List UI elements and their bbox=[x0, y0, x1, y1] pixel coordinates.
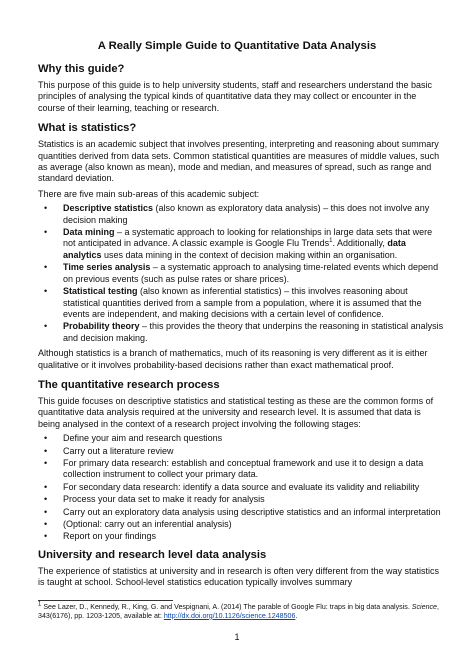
document-title: A Really Simple Guide to Quantitative Data Analysis bbox=[97, 40, 377, 52]
bullet-icon: • bbox=[44, 457, 48, 468]
bullet-icon: • bbox=[44, 506, 48, 517]
list-item-text: – a systematic approach to looking for relationships in large data sets that were not anticipated in advance. A classic example is Google Flu Trends bbox=[63, 227, 433, 249]
list-item bbox=[38, 203, 444, 226]
term-probability-theory: Probability theory bbox=[63, 321, 140, 332]
list-item-text: (also known as exploratory data analysis) – this does not involve any decision making bbox=[63, 203, 430, 225]
list-item-text: – a systematic approach to analysing time-related events which depend on previous events (such as pulse rates or share prices). bbox=[63, 262, 439, 284]
paragraph-process: This guide focuses on descriptive statistics and statistical testing as these are the common forms of quantitative data analysis required at the university and research level. It is assumed that data is being analysed in the context of a research project involving the following stages: bbox=[38, 395, 434, 429]
bullet-icon: • bbox=[44, 494, 48, 505]
bullet-icon: • bbox=[44, 262, 48, 273]
footnote-divider bbox=[38, 600, 173, 601]
term-descriptive-statistics: Descriptive statistics bbox=[63, 203, 154, 214]
page-number: 1 bbox=[234, 632, 240, 642]
bullet-icon: • bbox=[44, 433, 48, 444]
section-heading-process: The quantitative research process bbox=[38, 378, 220, 391]
list-item bbox=[38, 262, 444, 285]
paragraph-what: Statistics is an academic subject that involves presenting, interpreting and reasoning about summary quantities derived from data sets. Common statistical quantities are measures of middle values, such as average (also known as mean), mode and median, and measures of spread, such as range and standard deviation. bbox=[38, 139, 440, 184]
doi-link[interactable]: http://dx.doi.org/10.1126/science.1248506 bbox=[163, 611, 296, 620]
section-heading-university: University and research level data analysis bbox=[38, 548, 267, 561]
list-item bbox=[38, 227, 444, 261]
list-item-text: (Optional: carry out an inferential analysis) bbox=[63, 519, 232, 529]
footnote-text: . bbox=[295, 611, 298, 620]
footnote bbox=[38, 603, 444, 621]
section-heading-why: Why this guide? bbox=[38, 63, 125, 75]
footnote-journal: Science bbox=[411, 603, 438, 611]
footnote-marker[interactable]: 1 bbox=[329, 238, 333, 245]
list-item bbox=[38, 482, 444, 493]
list-item-text: . Additionally, bbox=[332, 238, 388, 249]
paragraph-why: This purpose of this guide is to help university students, staff and researchers understand the basic principles of analysing the typical kinds of quantitative data they may collect or encounter in the course of their learning, teaching or research. bbox=[38, 80, 433, 113]
list-item bbox=[38, 519, 444, 530]
bullet-icon: • bbox=[44, 445, 48, 456]
list-item-text: Define your aim and research questions bbox=[63, 433, 223, 444]
list-item-text: For primary data research: establish and conceptual framework and use it to design a data collection instrument to collect your primary data. bbox=[63, 457, 424, 480]
list-item bbox=[38, 494, 444, 505]
list-item bbox=[38, 433, 444, 444]
list-item-text: Carry out an exploratory data analysis using descriptive statistics and an informal interpretation bbox=[63, 506, 441, 517]
list-item-text: Process your data set to make it ready for analysis bbox=[63, 494, 265, 505]
list-item bbox=[38, 531, 444, 542]
term-data-mining: Data mining bbox=[63, 227, 115, 238]
term-statistical-testing: Statistical testing bbox=[63, 286, 138, 297]
footnote-number: 1 bbox=[38, 601, 42, 608]
process-stages-list bbox=[38, 433, 444, 543]
bullet-icon: • bbox=[44, 227, 48, 238]
subareas-list bbox=[38, 203, 444, 344]
bullet-icon: • bbox=[44, 481, 48, 492]
list-item-text: uses data mining in the context of decision making within an organisation. bbox=[101, 249, 398, 260]
bullet-icon: • bbox=[44, 321, 48, 332]
list-item bbox=[38, 446, 444, 457]
list-item-text: For secondary data research: identify a data source and evaluate its validity and reliability bbox=[63, 481, 420, 492]
term-data-analytics: data analytics bbox=[63, 238, 406, 260]
list-item-text: Report on your findings bbox=[63, 531, 157, 542]
footnote-text: See Lazer, D., Kennedy, R., King, G. and Vespignani, A. (2014) The parable of Google Flu: traps in big data analysis. bbox=[41, 603, 412, 611]
paragraph-university: The experience of statistics at university and in research is often very different from the way statistics is taught at school. School-level statistics education typically involves summary bbox=[38, 565, 440, 588]
list-item-text: – this provides the theory that underpins the reasoning in statistical analysis and decision making. bbox=[63, 321, 444, 343]
footnote-text: , 343(6176), pp. 1203-1205, available at: bbox=[38, 603, 439, 620]
list-item bbox=[38, 458, 444, 481]
list-item bbox=[38, 507, 444, 518]
section-heading-what: What is statistics? bbox=[38, 122, 137, 135]
list-item-text: (also known as inferential statistics) – this involves reasoning about statistical quantities derived from a sample from a population, where it is assumed that the events are independent, and making decisions with a certain level of confidence. bbox=[63, 286, 422, 319]
paragraph-subareas-intro: There are five main sub-areas of this academic subject: bbox=[38, 188, 260, 199]
bullet-icon: • bbox=[44, 531, 48, 542]
list-item bbox=[38, 321, 444, 344]
bullet-icon: • bbox=[44, 286, 48, 297]
list-item-text: Carry out a literature review bbox=[63, 445, 174, 456]
term-time-series-analysis: Time series analysis bbox=[63, 262, 151, 273]
bullet-icon: • bbox=[44, 519, 48, 529]
list-item bbox=[38, 286, 444, 320]
document-body bbox=[38, 63, 444, 589]
bullet-icon: • bbox=[44, 203, 48, 214]
paragraph-what-closing: Although statistics is a branch of mathematics, much of its reasoning is very different as it is either qualitative or it involves probability-based decisions rather than exact mathematical proof. bbox=[38, 348, 428, 370]
